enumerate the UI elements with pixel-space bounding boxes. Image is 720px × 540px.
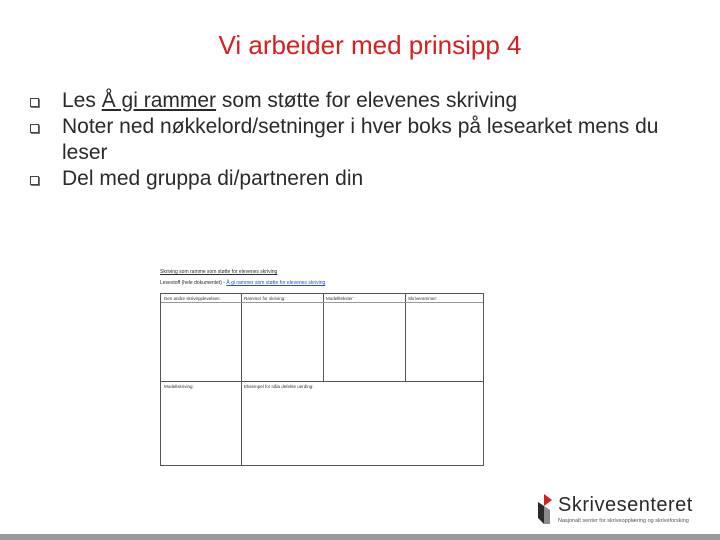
worksheet-image <box>158 265 486 470</box>
worksheet-cell: Den andre skrivepplevelsen: <box>164 296 221 301</box>
bullet-list <box>30 88 690 192</box>
bullet-text-post: som støtte for elevenes skriving <box>216 89 518 112</box>
logo-name: Skrivesenteret <box>558 494 693 516</box>
checkbox-bullet-icon <box>30 176 39 185</box>
logo-tagline: Nasjonalt senter for skriveopplæring og skriveforsking <box>558 518 689 524</box>
worksheet-source-label: Lesestoff (hele dokumentet) - <box>160 280 227 286</box>
bullet-item <box>30 114 690 166</box>
logo-mark-icon <box>536 494 552 524</box>
slide-title: Vi arbeider med prinsipp 4 <box>218 30 522 60</box>
checkbox-bullet-icon <box>30 98 39 107</box>
worksheet-source <box>160 280 325 286</box>
worksheet-cell: Modellskriving: <box>164 384 194 389</box>
worksheet-cell: Modelltekster: <box>326 296 355 301</box>
worksheet-cell: Rammer for skriving: <box>244 296 286 301</box>
bullet-text: Del med gruppa di/partneren din <box>62 167 364 190</box>
bullet-item <box>30 88 690 114</box>
worksheet-grid <box>160 293 484 466</box>
worksheet-heading: Skriving som ramme som støtte for elevenes skriving <box>160 269 278 275</box>
checkbox-bullet-icon <box>30 124 39 133</box>
worksheet-source-link: Å gi rammer som støtte for elevenes skriving <box>226 280 326 286</box>
worksheet-cell: Eksempel for nåla defekte uerding: <box>244 384 314 389</box>
bottom-bar <box>0 534 720 540</box>
bullet-item <box>30 166 690 192</box>
bullet-text-pre: Les <box>62 89 102 112</box>
skrivesenteret-logo <box>536 494 716 528</box>
bullet-text: Noter ned nøkkelord/setninger i hver boks på lesearket mens du leser <box>62 115 659 164</box>
bullet-link-text[interactable]: Å gi rammer <box>101 89 217 112</box>
worksheet-cell: Skriverammer: <box>408 296 438 301</box>
